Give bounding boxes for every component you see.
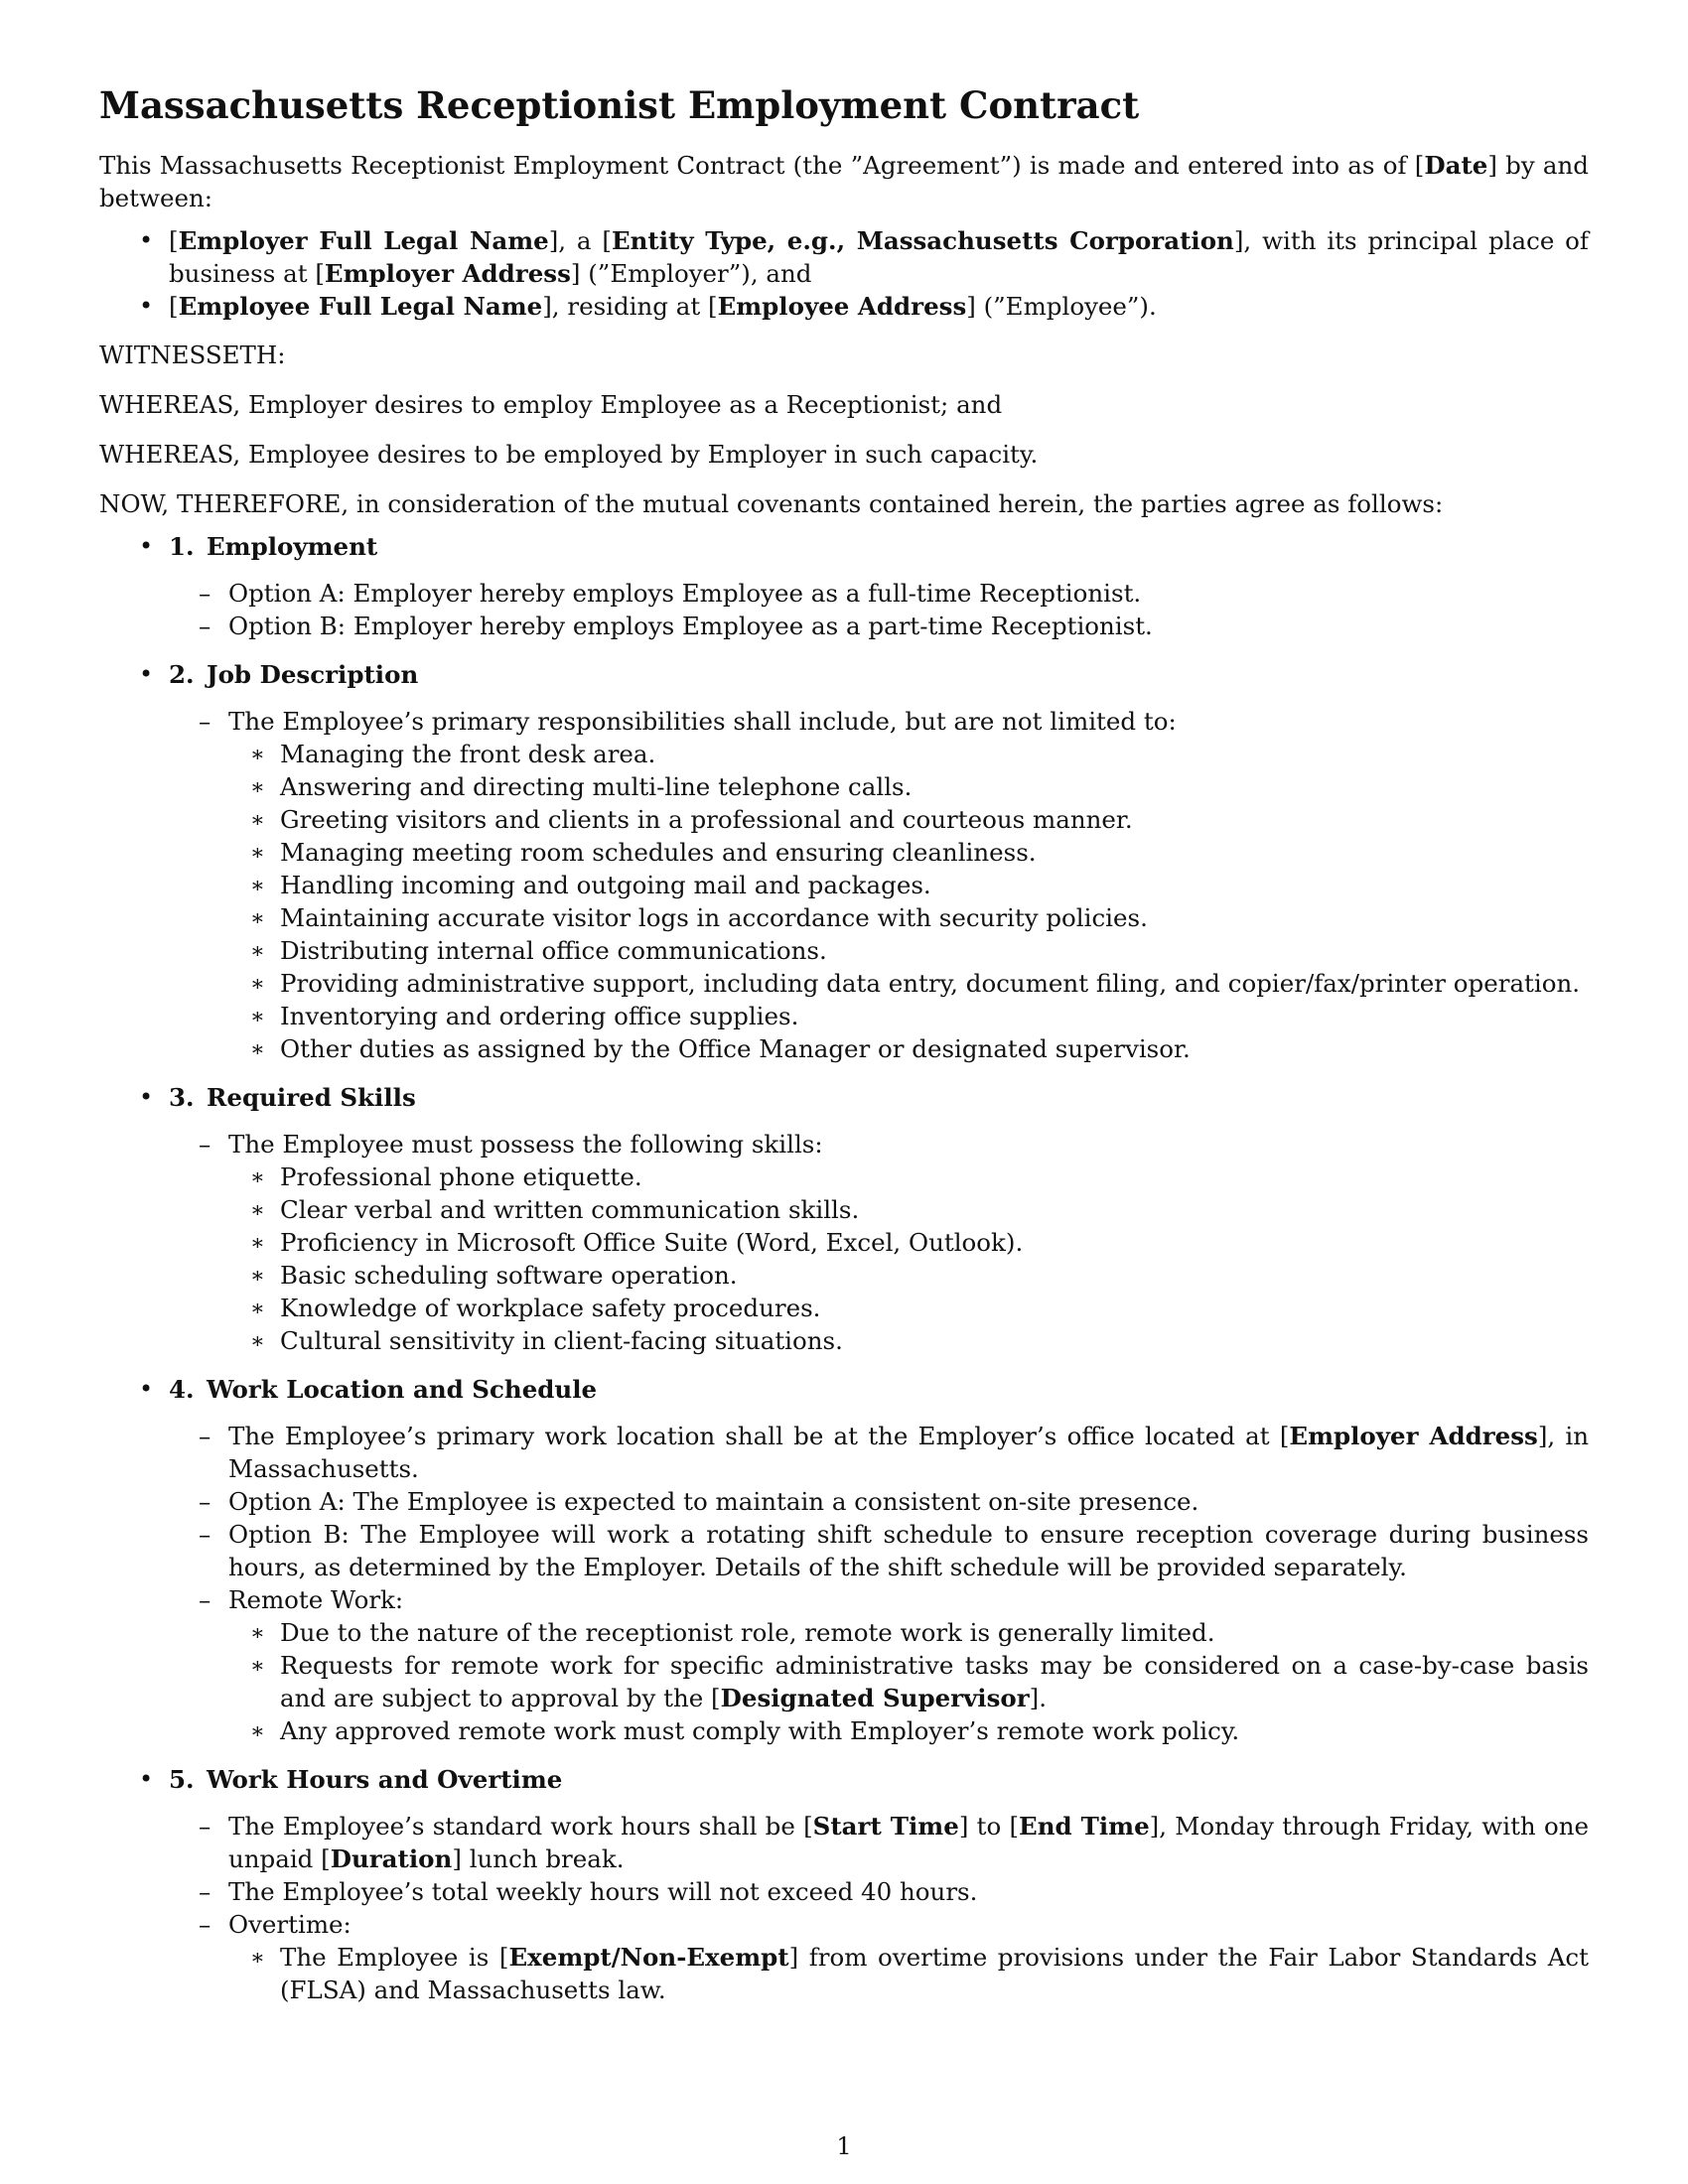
list-item: – The Employee’s primary work location shall be at the Employer’s office located at [Employer Address], in Massachusetts. (169, 1420, 1589, 1485)
duty-item: ∗ Providing administrative support, including data entry, document filing, and copier/fax/printer operation. (228, 967, 1589, 1000)
section-employment (99, 530, 1589, 642)
contract-page (99, 83, 1589, 2022)
duty-item: ∗ Managing meeting room schedules and ensuring cleanliness. (228, 836, 1589, 869)
now-therefore-clause: NOW, THEREFORE, in consideration of the mutual covenants contained herein, the parties agree as follows: (99, 489, 1444, 518)
remote-item: ∗ Requests for remote work for specific administrative tasks may be considered on a case-by-case basis and are subject to approval by the [Designated Supervisor]. (228, 1649, 1589, 1714)
sections-list (99, 530, 1589, 2006)
section-work-hours (99, 1763, 1589, 2006)
page-number: 1 (836, 2132, 852, 2160)
list-item: – Option A: Employer hereby employs Employee as a full-time Receptionist. (169, 577, 1589, 610)
section-work-location (99, 1373, 1589, 1747)
skill-item: ∗ Professional phone etiquette. (228, 1160, 1589, 1193)
duty-item: ∗ Distributing internal office communications. (228, 934, 1589, 967)
intro-paragraph: This Massachusetts Receptionist Employment Contract (the ”Agreement”) is made and entered into as of [Date] by and between: (99, 151, 1589, 212)
skill-item: ∗ Proficiency in Microsoft Office Suite (Word, Excel, Outlook). (228, 1226, 1589, 1259)
list-item: – Option A: The Employee is expected to maintain a consistent on-site presence. (169, 1485, 1589, 1518)
skill-item: ∗ Cultural sensitivity in client-facing situations. (228, 1324, 1589, 1357)
party-employer: • [Employer Full Legal Name], a [Entity Type, e.g., Massachusetts Corporation], with its principal place of business at [Employer Address] (”Employer”), and (99, 224, 1589, 290)
section-heading: • 3. Required Skills (169, 1083, 416, 1112)
parties-list (99, 224, 1589, 323)
duty-item: ∗ Handling incoming and outgoing mail and packages. (228, 869, 1589, 901)
section-heading: • 2. Job Description (169, 660, 419, 689)
duty-item: ∗ Maintaining accurate visitor logs in accordance with security policies. (228, 901, 1589, 934)
list-item: – Overtime: ∗ The Employee is [Exempt/Non-Exempt] from overtime provisions under the Fair Labor Standards Act (FLSA) and Massachusetts law. (169, 1908, 1589, 2006)
list-item: – The Employee’s total weekly hours will not exceed 40 hours. (169, 1875, 1589, 1908)
section-heading: • 1. Employment (169, 532, 378, 561)
skill-item: ∗ Knowledge of workplace safety procedures. (228, 1292, 1589, 1324)
whereas-clause-1: WHEREAS, Employer desires to employ Employee as a Receptionist; and (99, 390, 1003, 419)
list-item: – The Employee must possess the following skills: ∗ Professional phone etiquette. ∗ Clear verbal and written communication skills. ∗ Proficiency in Microsoft Office Suite (Word, Excel, Outlook). ∗ Basic scheduling software operation. ∗ Knowledge of workplace safety procedures. ∗ Cultural sensitivity in client-facing situations. (169, 1128, 1589, 1357)
list-item: – The Employee’s standard work hours shall be [Start Time] to [End Time], Monday through Friday, with one unpaid [Duration] lunch break. (169, 1810, 1589, 1875)
section-heading: • 5. Work Hours and Overtime (169, 1765, 563, 1794)
skill-item: ∗ Clear verbal and written communication skills. (228, 1193, 1589, 1226)
duty-item: ∗ Greeting visitors and clients in a professional and courteous manner. (228, 803, 1589, 836)
section-required-skills (99, 1081, 1589, 1357)
duty-item: ∗ Inventorying and ordering office supplies. (228, 1000, 1589, 1032)
list-item: – Remote Work: ∗ Due to the nature of the receptionist role, remote work is generally limited. ∗ Requests for remote work for specific administrative tasks may be considered on a case-by-case basis and are subject to approval by the [Designated Supervisor]. ∗ Any approved remote work must comply with Employer’s remote work policy. (169, 1583, 1589, 1747)
section-heading: • 4. Work Location and Schedule (169, 1375, 598, 1404)
duty-item: ∗ Other duties as assigned by the Office Manager or designated supervisor. (228, 1032, 1589, 1065)
duty-item: ∗ Answering and directing multi-line telephone calls. (228, 770, 1589, 803)
duty-item: ∗ Managing the front desk area. (228, 738, 1589, 770)
remote-item: ∗ Due to the nature of the receptionist role, remote work is generally limited. (228, 1616, 1589, 1649)
section-job-description (99, 658, 1589, 1065)
skill-item: ∗ Basic scheduling software operation. (228, 1259, 1589, 1292)
witnesseth-line: WITNESSETH: (99, 341, 286, 369)
list-item: – Option B: Employer hereby employs Employee as a part-time Receptionist. (169, 610, 1589, 642)
list-item: – Option B: The Employee will work a rotating shift schedule to ensure reception coverage during business hours, as determined by the Employer. Details of the shift schedule will be provided separately. (169, 1518, 1589, 1583)
remote-item: ∗ Any approved remote work must comply with Employer’s remote work policy. (228, 1714, 1589, 1747)
document-title: Massachusetts Receptionist Employment Contract (99, 83, 1140, 127)
overtime-item: ∗ The Employee is [Exempt/Non-Exempt] from overtime provisions under the Fair Labor Standards Act (FLSA) and Massachusetts law. (228, 1941, 1589, 2006)
date-placeholder: Date (1424, 151, 1488, 180)
whereas-clause-2: WHEREAS, Employee desires to be employed by Employer in such capacity. (99, 440, 1039, 469)
list-item: – The Employee’s primary responsibilities shall include, but are not limited to: ∗ Managing the front desk area. ∗ Answering and directing multi-line telephone calls. ∗ Greeting visitors and clients in a professional and courteous manner. ∗ Managing meeting room schedules and ensuring cleanliness. ∗ Handling incoming and outgoing mail and packages. ∗ Maintaining accurate visitor logs in accordance with security policies. ∗ Distributing internal office communications. ∗ Providing administrative support, including data entry, document filing, and copier/fax/printer operation. ∗ Inventorying and ordering office supplies. ∗ Other duties as assigned by the Office Manager or designated supervisor. (169, 705, 1589, 1065)
party-employee: • [Employee Full Legal Name], residing at [Employee Address] (”Employee”). (99, 290, 1589, 323)
